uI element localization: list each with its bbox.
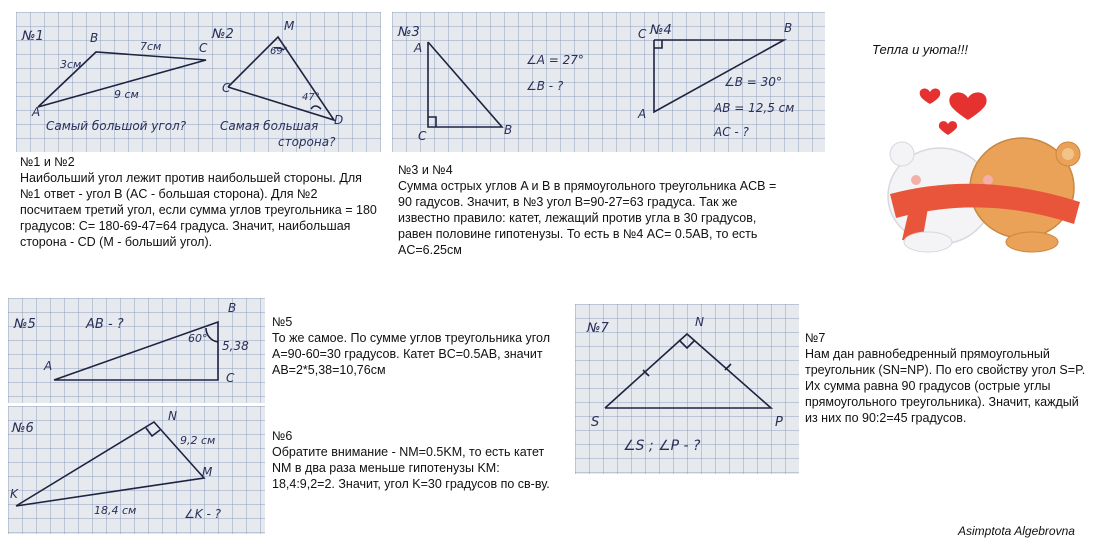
- signature: Asimptota Algebrovna: [958, 524, 1075, 538]
- question-6: ∠K - ?: [184, 507, 221, 521]
- task-number-1: №1: [22, 29, 44, 44]
- question-2b: сторона?: [278, 135, 336, 149]
- given-4c: AC - ?: [714, 125, 749, 139]
- caption-task-6: [272, 428, 562, 492]
- task-number-2: №2: [212, 27, 234, 42]
- vertex-p: P: [775, 415, 783, 430]
- question-1: Самый большой угол?: [46, 119, 187, 133]
- side-bc5: 5,38: [222, 339, 249, 353]
- task-number-5: №5: [14, 317, 36, 332]
- task-number-7: №7: [587, 321, 609, 336]
- vertex-a: A: [32, 105, 41, 119]
- given-3b: ∠B - ?: [526, 79, 564, 93]
- photo-task-6: [8, 406, 265, 534]
- angle-m: 69°: [270, 46, 288, 57]
- side-km: 18,4 см: [94, 504, 137, 517]
- vertex-a4: A: [638, 107, 647, 121]
- question-5: AB - ?: [86, 317, 124, 332]
- vertex-n6: N: [168, 409, 177, 423]
- caption-body: Сумма острых углов A и B в прямоугольного треугольника ACB = 90 гадусов. Значит, в №3 угол B=90-27=63 градуса. Так же известно правило: катет, лежащий против угла в 30 градусов, равен половине гипотенузы. То есть в №4 AC= 0.5AB, то есть AC=6.25см: [398, 179, 777, 257]
- measure-bc: 7см: [140, 40, 162, 53]
- task-number-3: №3: [398, 25, 420, 40]
- bears-illustration: [880, 76, 1090, 256]
- vertex-c3: C: [418, 129, 427, 143]
- vertex-n7: N: [695, 315, 704, 329]
- vertex-b3: B: [504, 123, 513, 137]
- task-number-6: №6: [12, 421, 34, 436]
- vertex-c5: C: [226, 371, 235, 385]
- vertex-m6: M: [202, 465, 213, 479]
- given-3a: ∠A = 27°: [526, 53, 584, 67]
- caption-body: Нам дан равнобедренный прямоугольный треугольник (SN=NP). По его свойству угол S=P. Их сумма равна 90 градусов (острые углы прямоугольного треугольника). Значит, каждый из них по 90:2=45 градусов.: [805, 347, 1086, 425]
- vertex-b: B: [90, 31, 99, 45]
- given-4a: ∠B = 30°: [724, 75, 782, 89]
- caption-title: №5: [272, 315, 293, 329]
- vertex-a5: A: [44, 359, 53, 373]
- question-2a: Самая большая: [220, 119, 319, 133]
- photo-task-3-4: [392, 12, 825, 152]
- measure-ab: 3см: [60, 58, 82, 71]
- vertex-b4: B: [784, 21, 793, 35]
- photo-task-1-2: [16, 12, 381, 152]
- angle-b5: 60°: [188, 332, 208, 345]
- photo-task-7: [575, 304, 799, 474]
- caption-body: Обратите внимание - NM=0.5KM, то есть катет NM в два раза меньше гипотенузы KM: 18,4:9,2=2. Значит, угол K=30 градусов по св-ву.: [272, 445, 550, 491]
- vertex-b5: B: [228, 301, 237, 315]
- greeting-text: Тепла и уюта!!!: [872, 42, 968, 57]
- caption-task-7: [805, 330, 1087, 426]
- caption-body: Наибольший угол лежит против наибольшей стороны. Для №1 ответ - угол B (AC - большая сторона). Для №2 посчитаем третий угол, если сумма углов треугольника = 180 градусов: C= 180-69-47=64 градуса. Значит, наибольшая сторона - CD (M - больший угол).: [20, 171, 377, 249]
- vertex-c2: C: [222, 81, 231, 95]
- question-7: ∠S ; ∠P - ?: [623, 438, 701, 454]
- vertex-k: K: [10, 487, 18, 501]
- vertex-s: S: [591, 415, 600, 430]
- measure-ac: 9 см: [114, 88, 139, 101]
- caption-task-5: [272, 314, 562, 378]
- angle-d: 47°: [302, 92, 320, 103]
- caption-title: №6: [272, 429, 293, 443]
- vertex-a3: A: [414, 41, 423, 55]
- vertex-m: M: [284, 19, 295, 33]
- caption-task-3-4: [398, 162, 790, 258]
- vertex-c: C: [199, 41, 208, 55]
- given-4b: AB = 12,5 см: [714, 101, 795, 115]
- caption-body: То же самое. По сумме углов треугольника угол A=90-60=30 градусов. Катет BC=0.5AB, значит AB=2*5,38=10,76см: [272, 331, 550, 377]
- vertex-c4: C: [638, 27, 647, 41]
- photo-task-5: [8, 298, 265, 403]
- side-nm: 9,2 см: [180, 434, 216, 447]
- vertex-d: D: [334, 113, 344, 127]
- caption-title: №3 и №4: [398, 163, 453, 177]
- task-number-4: №4: [650, 23, 672, 38]
- caption-title: №1 и №2: [20, 155, 75, 169]
- caption-task-1-2: [20, 154, 380, 250]
- caption-title: №7: [805, 331, 826, 345]
